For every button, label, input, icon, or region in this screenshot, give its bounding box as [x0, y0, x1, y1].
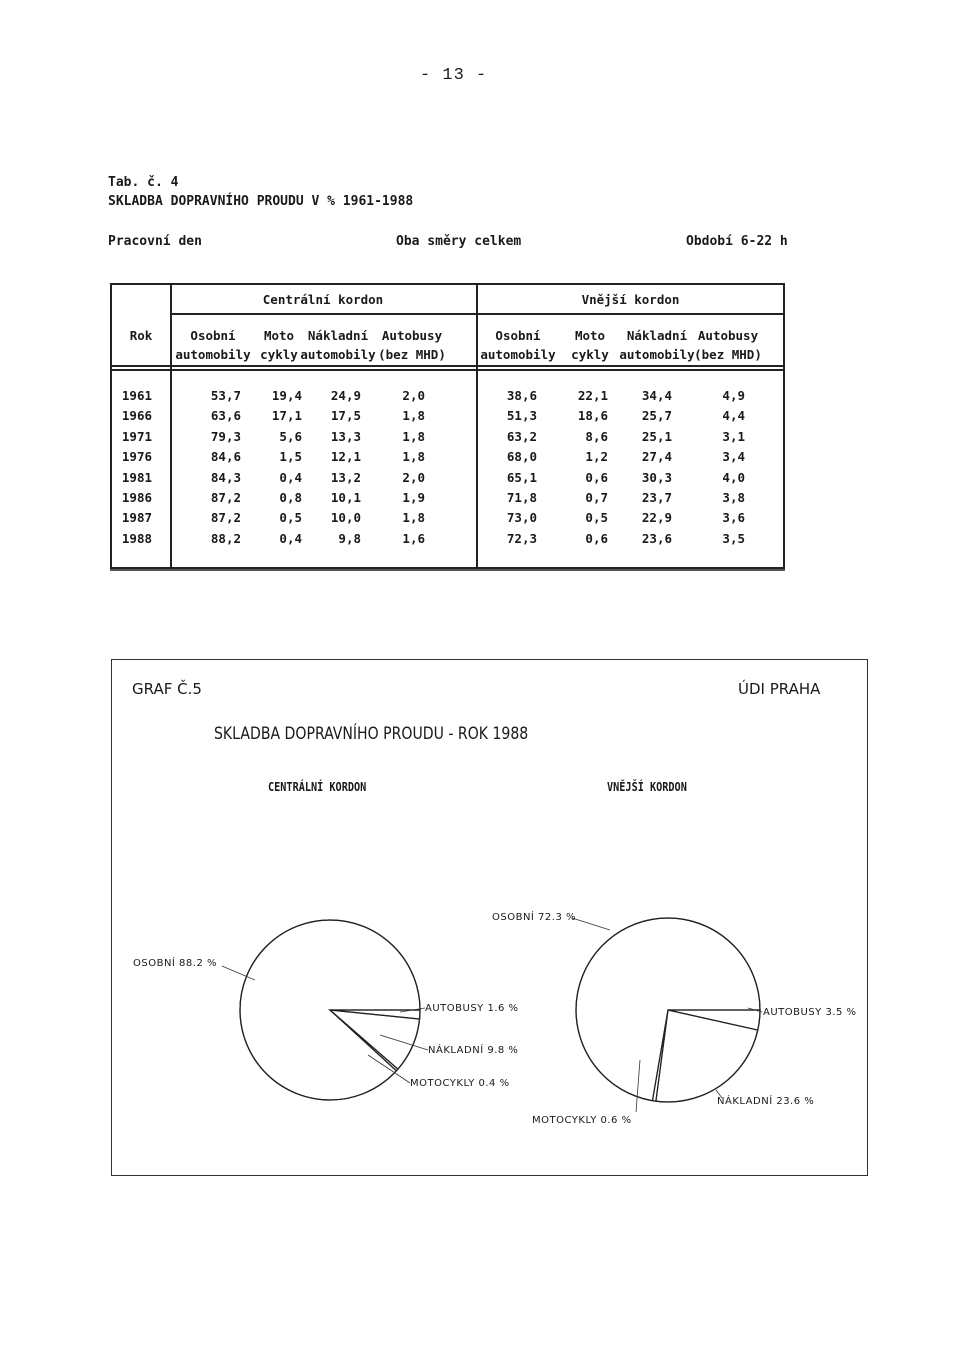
label-leader-line: [380, 1035, 428, 1050]
table-cell: 1,9: [402, 490, 425, 505]
central-label-osobni: OSOBNÍ 88.2 %: [133, 958, 218, 969]
column-header: Moto: [574, 328, 606, 343]
column-header: Moto: [263, 328, 295, 343]
table-cell: 87,2: [210, 510, 241, 526]
outer-label-autobusy: AUTOBUSY 3.5 %: [763, 1007, 857, 1018]
graph-title: SKLADBA DOPRAVNÍHO PROUDU - ROK 1988: [214, 724, 529, 744]
central-slice-nakladni: [330, 1010, 420, 1069]
subheader-directions: Oba směry celkem: [396, 234, 522, 249]
table-cell: 79,3: [210, 428, 241, 444]
table-title: SKLADBA DOPRAVNÍHO PROUDU V % 1961-1988: [108, 194, 414, 209]
table-cell: 23,6: [641, 530, 672, 546]
graph-label: GRAF Č.5: [132, 680, 202, 698]
row-year: 1981: [121, 469, 152, 485]
table-cell: 12,1: [330, 449, 361, 465]
table-cell: 4,4: [722, 408, 745, 424]
column-header: automobily: [619, 347, 695, 362]
table-cell: 30,3: [641, 469, 672, 485]
row-year: 1966: [121, 408, 152, 424]
central-label-autobusy: AUTOBUSY 1.6 %: [425, 1003, 519, 1014]
table-cell: 25,7: [641, 408, 672, 424]
table-cell: 24,9: [330, 388, 361, 403]
row-year: 1987: [121, 510, 152, 526]
column-header: (bez MHD): [694, 347, 762, 362]
table-cell: 34,4: [641, 388, 672, 403]
table-cell: 10,1: [330, 490, 361, 505]
table-cell: 1,5: [279, 449, 302, 465]
row-year: 1971: [121, 428, 152, 444]
table-cell: 10,0: [330, 510, 361, 526]
table-cell: 25,1: [641, 428, 672, 444]
central-kordon-title: CENTRÁLNÍ KORDON: [268, 780, 367, 794]
table-cell: 0,4: [279, 530, 302, 546]
table-cell: 2,0: [402, 388, 425, 403]
label-leader-line: [636, 1060, 640, 1112]
table-cell: 3,4: [722, 449, 745, 465]
row-year: 1986: [121, 490, 152, 505]
table-cell: 5,6: [279, 428, 302, 444]
table-cell: 38,6: [506, 388, 537, 403]
table-cell: 27,4: [641, 449, 672, 465]
group-central-header: Centrální kordon: [262, 292, 384, 307]
central-label-nakladni: NÁKLADNÍ 9.8 %: [428, 1045, 519, 1056]
outer-label-osobni: OSOBNÍ 72.3 %: [492, 912, 577, 923]
outer-slice-nakladni: [656, 1010, 758, 1102]
column-header: Osobní: [495, 328, 541, 343]
outer-label-motocykly: MOTOCYKLY 0.6 %: [532, 1115, 632, 1126]
column-header: Autobusy: [381, 328, 443, 343]
column-header: cykly: [260, 347, 298, 362]
table-cell: 63,6: [210, 408, 241, 424]
table-cell: 1,8: [402, 428, 425, 444]
table-cell: 17,1: [271, 408, 302, 424]
column-header: automobily: [480, 347, 556, 362]
label-leader-line: [572, 918, 610, 930]
table-cell: 1,8: [402, 510, 425, 526]
table-cell: 73,0: [506, 510, 537, 526]
column-header: Osobní: [190, 328, 236, 343]
row-year: 1988: [121, 530, 152, 546]
table-cell: 3,5: [722, 530, 745, 546]
column-header: Nákladní: [307, 328, 369, 343]
outer-label-nakladni: NÁKLADNÍ 23.6 %: [717, 1096, 815, 1107]
table-cell: 3,6: [722, 510, 745, 526]
table-cell: 88,2: [210, 530, 241, 546]
table-cell: 1,8: [402, 449, 425, 465]
table-cell: 17,5: [330, 408, 361, 424]
column-header: automobily: [300, 347, 376, 362]
table-cell: 2,0: [402, 469, 425, 485]
column-header: (bez MHD): [378, 347, 446, 362]
page-number: - 13 -: [420, 66, 488, 85]
column-header: cykly: [571, 347, 609, 362]
table-cell: 13,2: [330, 469, 361, 485]
organization-label: ÚDI PRAHA: [738, 680, 821, 698]
table-cell: 0,6: [585, 530, 608, 546]
table-cell: 23,7: [641, 490, 672, 505]
table-cell: 84,6: [210, 449, 241, 465]
table-cell: 0,8: [279, 490, 302, 505]
table-label: Tab. č. 4: [108, 175, 179, 190]
table-cell: 72,3: [506, 530, 537, 546]
table-cell: 3,8: [722, 490, 745, 505]
table-cell: 9,8: [338, 530, 361, 546]
table-cell: 13,3: [330, 428, 361, 444]
group-outer-header: Vnější kordon: [581, 292, 680, 307]
table-cell: 0,4: [279, 469, 302, 485]
central-label-motocykly: MOTOCYKLY 0.4 %: [410, 1078, 510, 1089]
subheader-day: Pracovní den: [108, 234, 202, 249]
table-cell: 4,0: [722, 469, 745, 485]
table-cell: 18,6: [577, 408, 608, 424]
column-header: Autobusy: [697, 328, 759, 343]
table-cell: 0,5: [279, 510, 302, 526]
table-cell: 1,2: [585, 449, 608, 465]
table-cell: 0,5: [585, 510, 608, 526]
table-cell: 1,6: [402, 530, 425, 546]
table-cell: 71,8: [506, 490, 537, 505]
table-cell: 84,3: [210, 469, 241, 485]
row-year: 1976: [121, 449, 152, 465]
table-cell: 8,6: [585, 428, 608, 444]
table-cell: 4,9: [722, 388, 745, 403]
table-cell: 3,1: [722, 428, 745, 444]
table-cell: 63,2: [506, 428, 537, 444]
subheader-period: Období 6-22 h: [686, 234, 788, 249]
table-cell: 68,0: [506, 449, 537, 465]
table-cell: 19,4: [271, 388, 302, 403]
central-slice-osobni: [240, 920, 420, 1100]
outer-slice-osobni: [576, 918, 760, 1101]
table-cell: 22,9: [641, 510, 672, 526]
column-header: automobily: [175, 347, 251, 362]
table-cell: 22,1: [577, 388, 608, 403]
table-cell: 1,8: [402, 408, 425, 424]
row-year: 1961: [121, 388, 152, 403]
column-header: Nákladní: [626, 328, 688, 343]
table-cell: 65,1: [506, 469, 537, 485]
column-header: Rok: [129, 328, 153, 343]
table-cell: 51,3: [506, 408, 537, 424]
table-cell: 53,7: [210, 388, 241, 403]
table-cell: 0,7: [585, 490, 608, 505]
table-cell: 87,2: [210, 490, 241, 505]
outer-kordon-title: VNĚJŠÍ KORDON: [607, 780, 687, 794]
table-cell: 0,6: [585, 469, 608, 485]
